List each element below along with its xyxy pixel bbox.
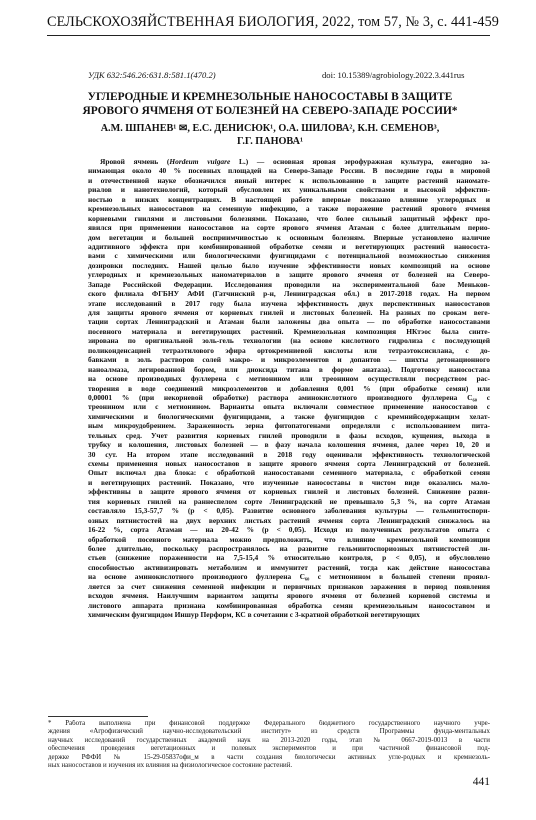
footnote — [48, 720, 490, 770]
footnote-line: ждения «Агрофизический научно-исследовательский институт» из средств Программы фунда-ментальных — [48, 728, 490, 736]
abstract-line: нимающая около 40 % посевных площадей на Северо-Западе России. В последние годы в мировой — [88, 166, 490, 176]
abstract-line: явился при применении наносоставов на сорте ярового ячменя Атаман с более длительным перио- — [88, 223, 490, 233]
abstract-line: способностью активизировать метаболизм и иммунитет растений, тогда как действие наносостава — [88, 562, 490, 572]
abstract-line: химическими и биологическими фунгицидами, а также фунгицидов с кремнийсодержащим хелат- — [88, 411, 490, 421]
abstract-line: этапе исследований в 2017 году была изучена эффективность двух перспективных наносоставов — [88, 298, 490, 308]
abstract-line: дозировки последних. Нашей целью было изучение эффективности новых композиций на основе — [88, 260, 490, 270]
abstract-line: на основе аминокислотного производного фуллерена C₆₀ с метионином в большей степени проявл- — [88, 572, 490, 582]
abstract-line: тации сортах Ленинградский и Атаман были заложены два опыта — по обработке наносоставами — [88, 317, 490, 327]
abstract-line: ляется за счет снижения семенной инфекции и первичных признаков заражения в период появления — [88, 581, 490, 591]
abstract-line: всходов ячменя. Наилучшим вариантом защиты ярового ячменя от болезней корневой системы и — [88, 591, 490, 601]
footnote-line: ных наносоставов и изучения их влияния на физиологическое состояние растений. — [48, 761, 293, 769]
abstract-line: 16-22 %, сорта Атаман — на 20-42 % (p < 0,05). Исходя из полученных результатов опыта с — [88, 525, 490, 535]
abstract-line: Западе Российской Федерации. Исследования проводили на экспериментальной базе Меньков- — [88, 279, 490, 289]
abstract-line: наноалмаза, легированной бором, или диоксида титана в форме анатаза). Подготовку наносостава — [88, 364, 490, 374]
abstract-line: эффективны в защите ярового ячменя от корневых гнилей и листовых болезней. Снижение разви- — [88, 487, 490, 497]
abstract-line: посевного материала и вегетирующих растений. Кремнезольная композиция НКтэос была синте- — [88, 326, 490, 336]
abstract-line: зирована по оригинальной золь-гель технологии (на основе кислотного гидролиза с последующей — [88, 336, 490, 346]
abstract-line: корневыми гнилями и листовыми болезнями. Показано, что более сильный защитный эффект про- — [88, 213, 490, 223]
footnote-line: * Работа выполнена при финансовой поддержке Федерального бюджетного государственного научного учре- — [48, 720, 490, 727]
udk-code: УДК 632:546.26:631.8:581.1(470.2) — [88, 70, 216, 80]
abstract-line: творения в воде соединений микроэлементов и добавления 0,001 % (при обработке семян) или — [88, 383, 490, 393]
running-header: СЕЛЬСКОХОЗЯЙСТВЕННАЯ БИОЛОГИЯ, 2022, том 57, № 3, с. 441-459 — [47, 14, 499, 30]
abstract-line: треонином или с метионином. Варианты опыта включали совместное применение наносоставов с — [88, 402, 490, 412]
abstract-line: составляло 15,3-57,7 % (p < 0,05). Развитие основного заболевания культуры — гельминтоспори- — [88, 506, 490, 516]
title-line: ЯРОВОГО ЯЧМЕНЯ ОТ БОЛЕЗНЕЙ НА СЕВЕРО-ЗАПАДЕ РОССИИ* — [82, 104, 458, 117]
abstract-line: ского филиала ФГБНУ АФИ (Гатчинский р-н, Ленинградская обл.) в 2017-2018 годах. На первом — [88, 289, 490, 299]
abstract-line: ностью в низких концентрациях. В настоящей работе впервые показано влияние углеродных и — [88, 194, 490, 204]
abstract-line: дом вегетации и большей восприимчивостью к основным болезням. Впервые установлено наличие — [88, 232, 490, 242]
species-name: Hordeum vulgare — [169, 157, 231, 166]
abstract-line: и вегетирующих растений. Показано, что изученные наносоставы в чистом виде оказались мало- — [88, 477, 490, 487]
footnote-line: научных исследований государственных академий наук на 2013-2020 годы, этап № 0667-2019-0013 в части — [48, 736, 490, 744]
authors-line: Г.Г. ПАНОВА¹ — [237, 135, 303, 147]
abstract-line: более длительно, поскольку распространялось на развитие гельминтоспориозных пятнистостей ли- — [88, 543, 490, 553]
abstract-line: тельных сред. Учет развития корневых гнилей проводили в фазы всходов, кущения, выхода в — [88, 430, 490, 440]
abstract-line: аддитивного эффекта при комбинированной обработке семян и вегетирующих растений нанососта- — [88, 241, 490, 251]
abstract-line: бавками в золь растворов солей макро- и микроэлементов и допантов — шихты детонационного — [88, 355, 490, 365]
abstract-line: схемы применения новых наносоставов в защите ярового ячменя сорта Ленинградский от болезней. — [88, 459, 490, 468]
abstract-line: для защиты ярового ячменя от корневых гнилей и листовых болезней. На разных по срокам веге- — [88, 308, 490, 317]
abstract-line: кремнезольных наносоставов на семенную инфекцию, а также поражение растений ярового ячменя — [88, 204, 490, 214]
abstract-line: поликонденсацией тетраэтилового эфира ортокремниевой кислоты или тетраэтоксисилана, с до- — [88, 345, 490, 355]
title-line: УГЛЕРОДНЫЕ И КРЕМНЕЗОЛЬНЫЕ НАНОСОСТАВЫ В ЗАЩИТЕ — [87, 91, 453, 103]
abstract-line: 30 сут. На втором этапе исследований в 2018 году оценивали эффективность технологической — [88, 449, 490, 459]
header-rule — [47, 35, 490, 36]
article-title — [60, 91, 480, 118]
abstract-line: 0,00001 % (при некорневой обработке) раствора аминокислотного производного фуллерена C₆₀ с — [88, 392, 490, 402]
abstract-line: углеродных и кремнезольных наноматериалов в защите ярового ячменя от болезней на Северо- — [88, 270, 490, 280]
abstract-line: тия корневых гнилей на раннеспелом сорте Ленинградский не превышало 5,3 %, на сорте Атаман — [88, 496, 490, 506]
abstract-line: стьев (снижение пораженности на 7,5-15,4 % относительно контроля, p < 0,05), и обусловлено — [88, 553, 490, 563]
abstract-line: и отечественной науке обозначился явный интерес к использованию в защите растений наномате- — [88, 175, 490, 185]
footnote-line: держке РФФИ № 15-29-05837офи_м в части создания биологически активных угле-родных и кремнезоль- — [48, 753, 490, 761]
abstract-line: риалов и нанотехнологий, который обусловлен их уникальными свойствами и высокой эффектив- — [88, 185, 490, 195]
abstract-line: трубку и колошения, листовых болезней — в фазу начала колошения ячменя, далее через 10, 20 и — [88, 440, 490, 450]
abstract-line: Опыт включал два блока: с обработкой наносоставами семенного материала, с обработкой семян — [88, 468, 490, 478]
abstract-line: ным микроудобрением. Зараженность зерна фитопатогенами определяли с использованием пита- — [88, 421, 490, 431]
authors-line: А.М. ШПАНЕВ¹ ✉, Е.С. ДЕНИСЮК¹, О.А. ШИЛОВА², К.Н. СЕМЕНОВ³, — [100, 123, 440, 134]
abstract-line: листового аппарата признана комбинированная обработка семян кремнезольным наносоставом и — [88, 600, 490, 610]
abstract — [88, 157, 490, 619]
footnote-rule — [48, 716, 148, 717]
footnote-line: обеспечения проведения вегетационных и полевых экспериментов и при частичной финансовой под- — [48, 745, 490, 753]
abstract-line: на основе производных фуллерена с метионином или треонином осуществляли посредством рас- — [88, 374, 490, 384]
authors — [60, 123, 480, 148]
abstract-line: вами с химическими или биологическими фунгицидами с потенциальной возможностью снижения — [88, 251, 490, 261]
doi: doi: 10.15389/agrobiology.2022.3.441rus — [322, 70, 465, 80]
page-number: 441 — [472, 776, 490, 788]
abstract-line: Яровой ячмень (Hordeum vulgare L.) — основная яровая зерофуражная культура, ежегодно за- — [100, 157, 490, 166]
abstract-line: озных пятнистостей на двух верхних листьях растений ячменя сорта Ленинградский снижалось на — [88, 515, 490, 525]
abstract-line: химическим фунгицидом Иншур Перформ, КС в сочетании с 3-кратной обработкой вегетирующих — [88, 610, 420, 619]
abstract-line: обработкой посевного материала можно предположить, что влияние кремнезольной композиции — [88, 534, 490, 544]
